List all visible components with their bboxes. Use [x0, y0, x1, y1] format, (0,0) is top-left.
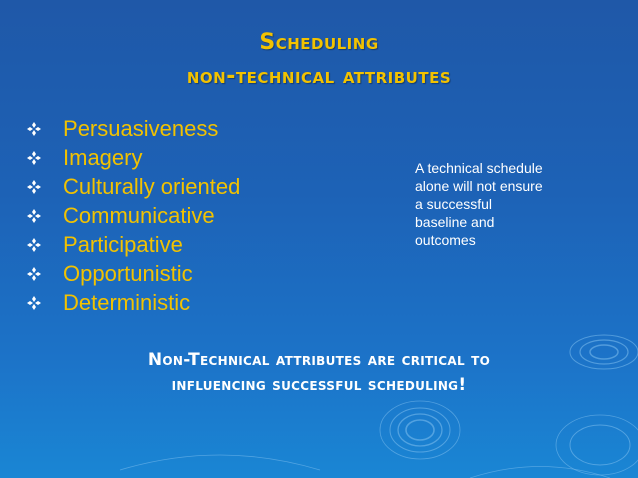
attribute-initial: P	[63, 116, 78, 141]
attribute-initial: C	[63, 203, 79, 228]
diamond-bullet-icon	[27, 151, 41, 165]
diamond-bullet-icon	[27, 238, 41, 252]
attribute-text: eterministic	[78, 290, 191, 315]
attribute-initial: O	[63, 261, 81, 286]
attribute-text: ommunicative	[78, 203, 215, 228]
attribute-list	[0, 114, 240, 317]
slide-title: Scheduling	[259, 30, 379, 55]
attribute-initial: D	[63, 290, 79, 315]
footer-statement: Non-Technical attributes are critical to	[147, 350, 491, 370]
attribute-initial: C	[63, 174, 79, 199]
list-item	[0, 143, 240, 172]
attribute-initial: P	[63, 232, 78, 257]
attribute-initial: I	[63, 145, 70, 170]
diamond-bullet-icon	[27, 296, 41, 310]
attribute-text: pportunistic	[80, 261, 193, 286]
list-item	[0, 114, 240, 143]
list-item	[0, 230, 240, 259]
diamond-bullet-icon	[27, 209, 41, 223]
attribute-text: articipative	[77, 232, 183, 257]
list-item	[0, 259, 240, 288]
attribute-text: ersuasiveness	[77, 116, 219, 141]
side-note: A technical schedule alone will not ensure a successful baseline and outcomes	[415, 160, 543, 248]
attribute-text: ulturally oriented	[78, 174, 241, 199]
attribute-text: magery	[69, 145, 143, 170]
footer-statement-continued: influencing successful scheduling!	[171, 375, 467, 395]
diamond-bullet-icon	[27, 267, 41, 281]
diamond-bullet-icon	[27, 180, 41, 194]
slide-subtitle: non-technical attributes	[186, 64, 452, 89]
list-item	[0, 201, 240, 230]
list-item	[0, 288, 240, 317]
diamond-bullet-icon	[27, 122, 41, 136]
list-item	[0, 172, 240, 201]
